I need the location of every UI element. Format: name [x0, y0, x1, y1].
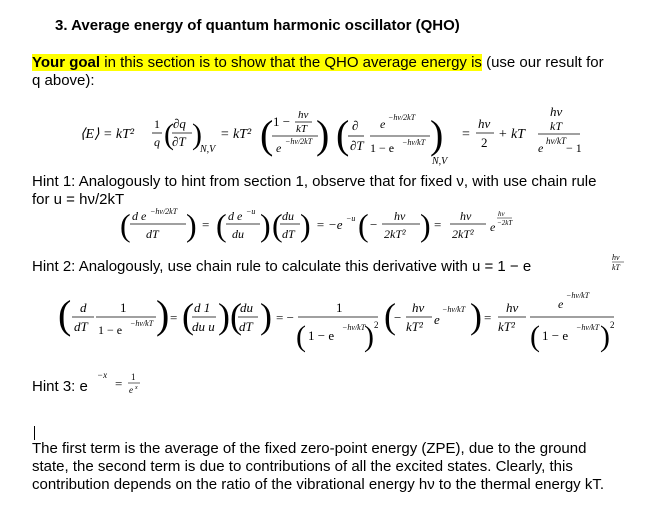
hint1-line2: for u = hν/2kT	[32, 191, 125, 208]
svg-text:∂T: ∂T	[350, 138, 364, 153]
svg-text:=: =	[462, 127, 470, 142]
svg-text:1 − e: 1 − e	[370, 141, 395, 155]
svg-text:−hν/kT: −hν/kT	[576, 323, 600, 332]
svg-text:kT: kT	[296, 123, 307, 135]
svg-text:−hν/kT: −hν/kT	[402, 138, 426, 147]
svg-text:kT²: kT²	[406, 319, 423, 334]
svg-text:(: (	[58, 292, 72, 337]
svg-text:hν: hν	[412, 300, 425, 315]
paragraph-line1: The first term is the average of the fixed zero-point energy (ZPE), due to the ground	[32, 440, 587, 457]
svg-text:hν: hν	[460, 209, 472, 223]
svg-text:(: (	[260, 112, 274, 157]
svg-text:−hν/kT: −hν/kT	[342, 323, 366, 332]
goal-highlight-text: in this section is to show that the QHO average energy is	[100, 54, 482, 71]
hint2-exponent	[612, 248, 652, 274]
svg-text:hν: hν	[298, 109, 309, 121]
svg-text:∂T: ∂T	[172, 134, 186, 149]
svg-text:(: (	[530, 320, 540, 353]
svg-text:−hν/kT: −hν/kT	[442, 305, 466, 314]
hint3-text: Hint 3: e	[32, 378, 88, 395]
svg-text:N,V: N,V	[432, 156, 448, 167]
eq1-subscript: N,V	[200, 144, 216, 155]
svg-text:1 − e: 1 − e	[98, 323, 123, 337]
svg-text:): )	[600, 320, 610, 353]
svg-text:∂: ∂	[352, 118, 359, 133]
svg-text:hν: hν	[550, 104, 563, 119]
svg-text:−hν/kT: −hν/kT	[566, 291, 590, 300]
svg-text:=: =	[484, 310, 492, 325]
svg-text:d e: d e	[132, 209, 147, 223]
svg-text:1: 1	[131, 372, 136, 382]
svg-text:hν: hν	[498, 210, 505, 218]
svg-text:e: e	[558, 297, 564, 311]
svg-text:=: =	[202, 217, 210, 232]
svg-text:= kT²: = kT²	[220, 127, 252, 142]
svg-text:1: 1	[336, 300, 343, 315]
eq1-result-mid: + kT	[498, 127, 525, 142]
svg-text:−u: −u	[346, 214, 356, 223]
svg-text:): )	[420, 207, 431, 243]
svg-text:∂q: ∂q	[173, 116, 186, 131]
goal-statement	[32, 54, 604, 72]
goal-highlight	[32, 54, 482, 71]
eq1-lhs: ⟨E⟩ = kT²	[80, 127, 135, 142]
goal-bold: Your goal	[32, 54, 101, 71]
svg-text:(: (	[358, 207, 369, 243]
svg-text:): )	[316, 112, 330, 157]
svg-text:2: 2	[481, 135, 488, 150]
svg-text:2: 2	[374, 320, 379, 330]
svg-text:−hν/kT: −hν/kT	[130, 319, 154, 328]
svg-text:1 − e: 1 − e	[308, 328, 335, 343]
svg-text:(: (	[216, 207, 227, 243]
svg-text:d 1: d 1	[194, 300, 211, 315]
svg-text:): )	[186, 207, 197, 243]
svg-text:): )	[300, 207, 311, 243]
svg-text:2: 2	[610, 320, 615, 330]
goal-line2: q above):	[32, 72, 95, 89]
svg-text:): )	[260, 296, 272, 336]
svg-text:(: (	[296, 320, 306, 353]
svg-text:d: d	[80, 300, 87, 315]
svg-text:=: =	[170, 310, 178, 325]
svg-text:−u: −u	[246, 207, 256, 216]
svg-text:d e: d e	[228, 209, 243, 223]
svg-text:): )	[470, 296, 482, 336]
svg-text:−hν/2kT: −hν/2kT	[285, 137, 313, 146]
svg-text:du u: du u	[192, 319, 215, 334]
svg-text:hν: hν	[478, 116, 491, 131]
paragraph-line3: contribution depends on the ratio of the vibrational energy hν to the thermal energy kT.	[32, 476, 605, 493]
svg-text:hν: hν	[394, 209, 406, 223]
svg-text:kT²: kT²	[498, 319, 515, 334]
svg-text:1: 1	[120, 300, 127, 315]
svg-text:= −e: = −e	[316, 217, 343, 232]
svg-text:dT: dT	[282, 227, 295, 241]
svg-text:kT: kT	[612, 263, 620, 272]
svg-text:= −: = −	[276, 310, 294, 325]
svg-text:1: 1	[154, 117, 160, 131]
svg-text:e: e	[380, 117, 386, 131]
svg-text:): )	[218, 296, 230, 336]
svg-text:e: e	[276, 141, 282, 155]
text-cursor	[34, 426, 35, 440]
svg-text:dT: dT	[146, 227, 159, 241]
svg-text:hν: hν	[612, 253, 620, 262]
svg-text:1 −: 1 −	[273, 114, 291, 129]
svg-text:): )	[430, 112, 444, 157]
svg-text:hν/kT: hν/kT	[546, 136, 566, 146]
svg-text:du: du	[232, 227, 244, 241]
paragraph-line2: state, the second term is due to contributions of all the excited states. Clearly, this	[32, 458, 573, 475]
svg-text:e: e	[129, 385, 133, 395]
svg-text:): )	[156, 292, 170, 337]
svg-text:2kT²: 2kT²	[452, 227, 474, 241]
equation-hint2	[58, 284, 658, 356]
svg-text:(: (	[182, 296, 194, 336]
svg-text:− 1: − 1	[566, 141, 582, 155]
svg-text:−hν/2kT: −hν/2kT	[150, 207, 178, 216]
section-heading: 3. Average energy of quantum harmonic oscillator (QHO)	[55, 17, 460, 34]
hint2-text: Hint 2: Analogously, use chain rule to calculate this derivative with u = 1 − e	[32, 258, 532, 275]
svg-text:e: e	[538, 141, 544, 155]
svg-text:−: −	[394, 310, 402, 325]
svg-text:kT: kT	[550, 119, 562, 133]
hint3-math	[97, 366, 157, 398]
svg-text:e: e	[490, 220, 496, 234]
hint1-line1: Hint 1: Analogously to hint from section 1, observe that for fixed ν, with use chain rule	[32, 173, 597, 190]
svg-text:(: (	[164, 118, 174, 151]
equation-average-energy	[80, 100, 640, 172]
svg-text:): )	[260, 207, 271, 243]
svg-text:hν: hν	[506, 300, 519, 315]
svg-text:−hν/2kT: −hν/2kT	[388, 113, 416, 122]
svg-text:2kT²: 2kT²	[384, 227, 406, 241]
svg-text:(: (	[230, 296, 242, 336]
goal-rest: (use our result for	[481, 54, 604, 71]
equation-hint1	[120, 204, 570, 248]
svg-text:du: du	[240, 300, 253, 315]
svg-text:): )	[364, 320, 374, 353]
svg-text:=: =	[434, 217, 442, 232]
svg-text:q: q	[154, 135, 160, 149]
svg-text:−2kT: −2kT	[497, 219, 513, 227]
svg-text:(: (	[120, 207, 131, 243]
svg-text:du: du	[282, 209, 294, 223]
svg-text:dT: dT	[74, 319, 88, 334]
svg-text:x: x	[135, 385, 138, 391]
svg-text:−x: −x	[97, 370, 108, 380]
svg-text:1 − e: 1 − e	[542, 328, 569, 343]
svg-text:(: (	[336, 112, 350, 157]
svg-text:−: −	[370, 217, 378, 232]
svg-text:dT: dT	[239, 319, 253, 334]
svg-text:=: =	[115, 376, 123, 391]
svg-text:(: (	[384, 296, 396, 336]
svg-text:(: (	[272, 207, 283, 243]
svg-text:): )	[192, 118, 202, 151]
svg-text:e: e	[434, 312, 440, 327]
